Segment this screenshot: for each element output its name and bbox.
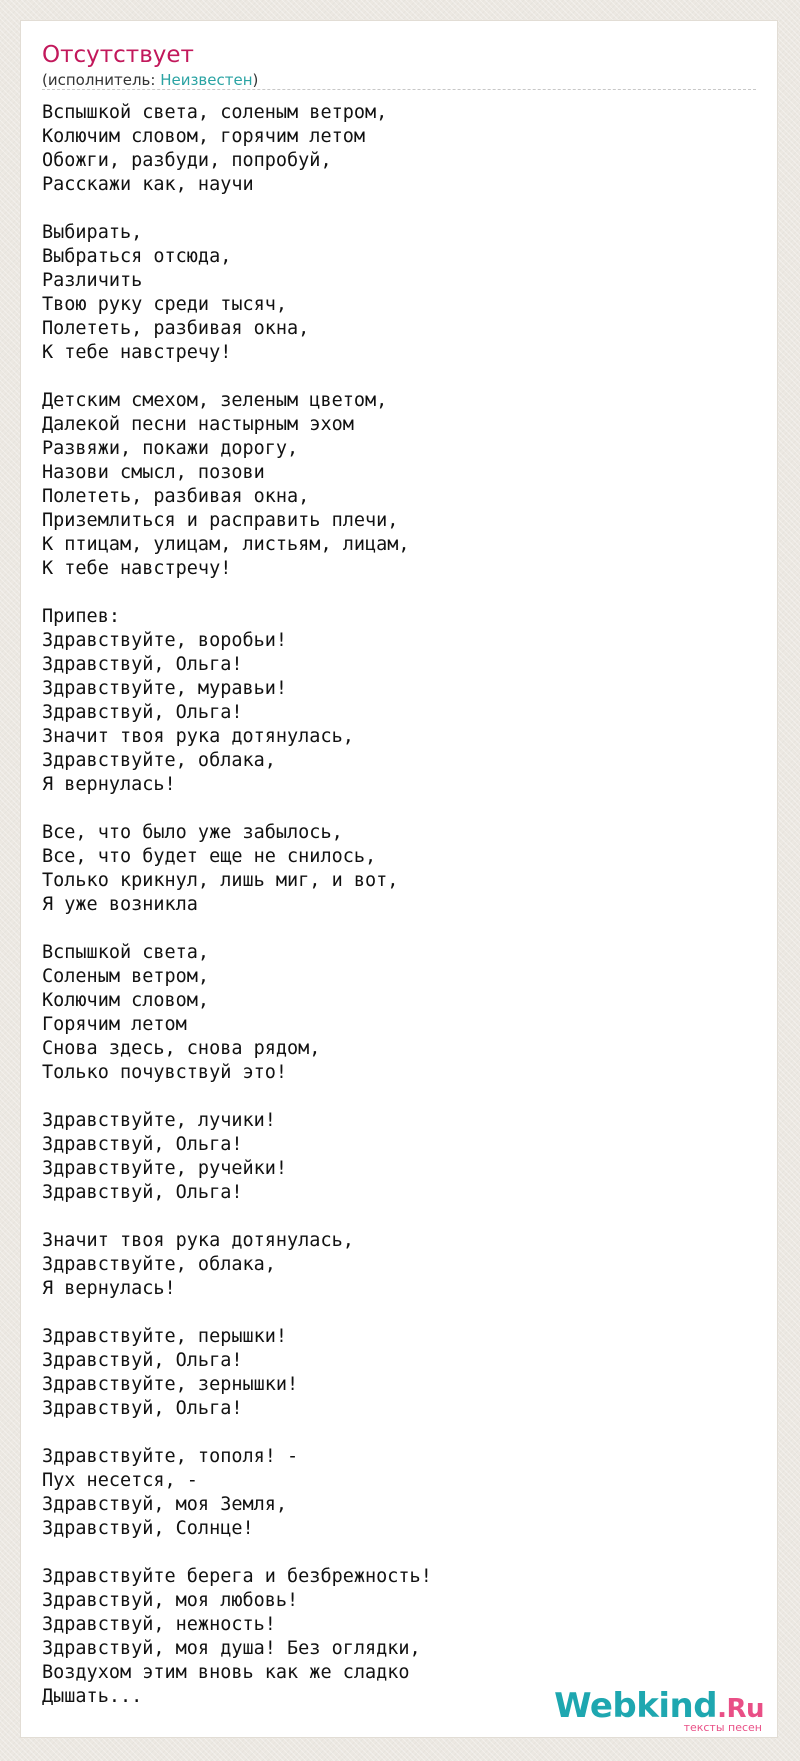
dashed-divider: [42, 89, 756, 90]
webkind-logo[interactable]: [554, 1687, 764, 1734]
logo-tagline: тексты песен: [683, 1721, 762, 1734]
artist-line: [42, 70, 258, 90]
lyrics-card: [21, 21, 777, 1737]
artist-suffix: ): [252, 71, 259, 89]
artist-link[interactable]: Неизвестен: [160, 71, 253, 89]
song-title: Отсутствует: [42, 42, 194, 68]
lyrics-text: Вспышкой света, соленым ветром, Колючим словом, горячим летом Обожги, разбуди, попробуй, Расскажи как, научи Выбирать, Выбраться отсюда, Различить Твою руку среди тысяч, Полететь, разбивая окна, К тебе навстречу! Детским смехом, зеленым цветом, Далекой песни настырным эхом Развяжи, покажи дорогу, Назови смысл, позови Полететь, разбивая окна, Приземлиться и расправить плечи, К птицам, улицам, листьям, лицам, К тебе навстречу! Припев: Здравствуйте, воробьи! Здравствуй, Ольга! Здравствуйте, муравьи! Здравствуй, Ольга! Значит твоя рука дотянулась, Здравствуйте, облака, Я вернулась! Все, что было уже забылось, Все, что будет еще не снилось, Только крикнул, лишь миг, и вот, Я уже возникла Вспышкой света, Соленым ветром, Колючим словом, Горячим летом Снова здесь, снова рядом, Только почувствуй это! Здравствуйте, лучики! Здравствуй, Ольга! Здравствуйте, ручейки! Здравствуй, Ольга! Значит твоя рука дотянулась, Здравствуйте, облака, Я вернулась! Здравствуйте, перышки! Здравствуй, Ольга! Здравствуйте, зернышки! Здравствуй, Ольга! Здравствуйте, тополя! - Пух несется, - Здравствуй, моя Земля, Здравствуй, Солнце! Здравствуйте берега и безбрежность! Здравствуй, моя любовь! Здравствуй, нежность! Здравствуй, моя душа! Без оглядки, Воздухом этим вновь как же сладко Дышать...: [42, 102, 432, 1707]
logo-brand: Webkind: [554, 1686, 718, 1726]
logo-tld: .Ru: [717, 1694, 764, 1724]
artist-prefix: (исполнитель:: [42, 71, 161, 89]
